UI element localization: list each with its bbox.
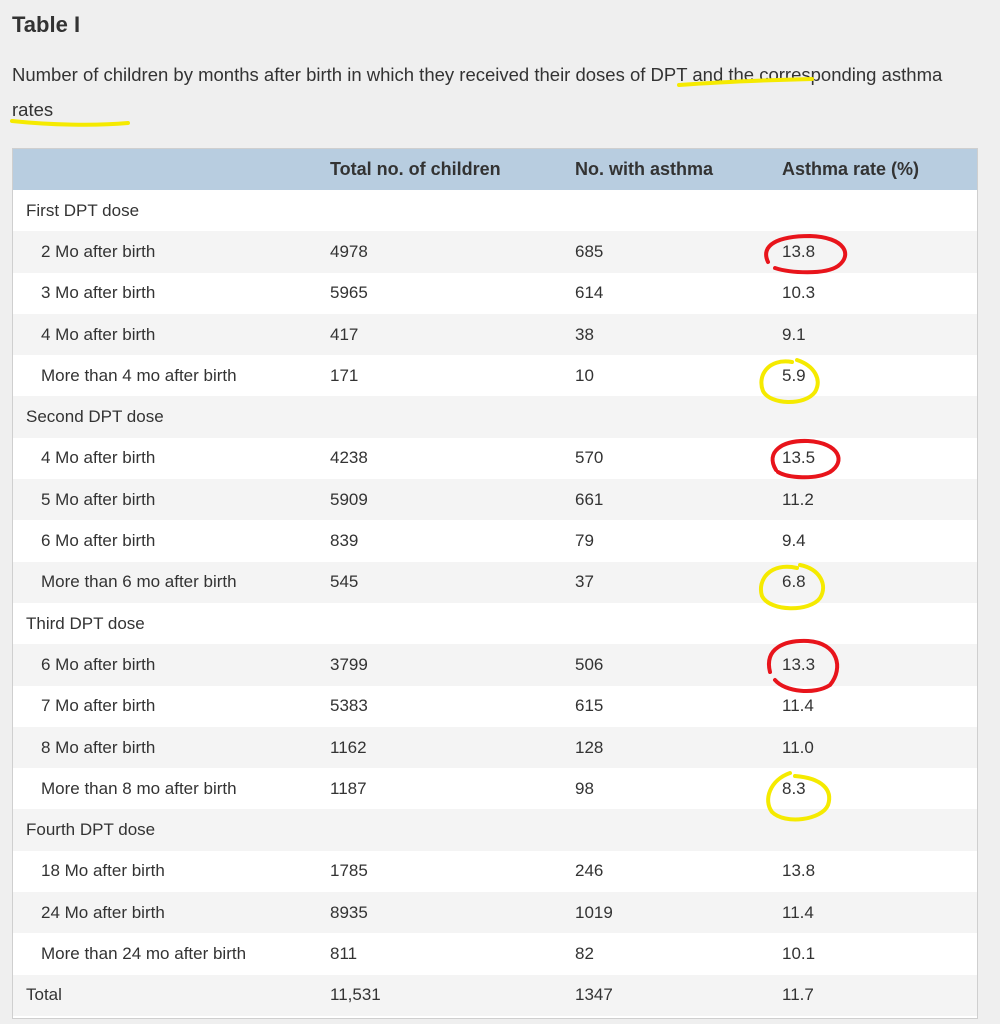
total-children-cell: 4238 (330, 448, 368, 468)
row-label-cell: More than 6 mo after birth (41, 572, 237, 592)
asthma-rate-cell: 11.4 (782, 696, 814, 716)
table-row (13, 727, 977, 768)
row-label-cell: More than 24 mo after birth (41, 943, 247, 963)
table-group-row (13, 809, 977, 850)
row-label-cell: 24 Mo after birth (41, 902, 165, 922)
total-children-cell: 1187 (330, 778, 367, 798)
table-row (13, 644, 977, 685)
table-total-row (13, 975, 977, 1016)
with-asthma-cell: 570 (575, 448, 604, 468)
row-label-cell: 6 Mo after birth (41, 654, 156, 674)
total-children-cell: 11,531 (330, 985, 381, 1005)
table-body (13, 190, 977, 1016)
table-row (13, 438, 977, 479)
row-label-cell: 4 Mo after birth (41, 324, 156, 344)
with-asthma-cell: 685 (575, 241, 604, 261)
header-cell-total: Total no. of children (330, 159, 501, 179)
asthma-rate-cell: 13.8 (782, 861, 816, 881)
table-group-row (13, 603, 977, 644)
asthma-rate-cell: 10.1 (782, 943, 816, 963)
table-row (13, 892, 977, 933)
row-label-cell: 7 Mo after birth (41, 696, 156, 716)
table-row (13, 562, 977, 603)
row-label-cell: More than 8 mo after birth (41, 778, 237, 798)
row-label-cell: Fourth DPT dose (26, 820, 156, 840)
row-label-cell: 8 Mo after birth (41, 737, 156, 757)
table-row (13, 273, 977, 314)
with-asthma-cell: 614 (575, 283, 604, 303)
with-asthma-cell: 98 (575, 778, 594, 798)
asthma-rate-cell: 11.7 (782, 985, 814, 1005)
row-label-cell: 18 Mo after birth (41, 861, 165, 881)
table-row (13, 933, 977, 974)
table-group-row (13, 396, 977, 437)
row-label-cell: Third DPT dose (26, 613, 145, 633)
asthma-rate-cell: 8.3 (782, 778, 806, 798)
with-asthma-cell: 128 (575, 737, 604, 757)
row-label-cell: 6 Mo after birth (41, 531, 156, 551)
asthma-rate-cell: 11.0 (782, 737, 814, 757)
asthma-rate-cell: 13.3 (782, 654, 816, 674)
table-caption: Number of children by months after birth in which they received their doses of DPT and the corresponding asthma rates (12, 64, 943, 120)
asthma-rate-cell: 13.5 (782, 448, 816, 468)
total-children-cell: 839 (330, 531, 359, 551)
row-label-cell: Second DPT dose (26, 407, 164, 427)
asthma-rate-cell: 11.2 (782, 489, 814, 509)
asthma-rate-cell: 9.1 (782, 324, 806, 344)
asthma-rate-cell: 13.8 (782, 241, 816, 261)
table-row (13, 479, 977, 520)
total-children-cell: 1162 (330, 737, 367, 757)
total-children-cell: 171 (330, 365, 359, 385)
total-children-cell: 1785 (330, 861, 368, 881)
asthma-rate-cell: 9.4 (782, 531, 806, 551)
table-row (13, 686, 977, 727)
page-title: Table I (12, 12, 81, 37)
table-row (13, 520, 977, 561)
total-children-cell: 417 (330, 324, 359, 344)
total-children-cell: 811 (330, 943, 358, 963)
with-asthma-cell: 37 (575, 572, 594, 592)
asthma-rate-cell: 11.4 (782, 902, 814, 922)
row-label-cell: 4 Mo after birth (41, 448, 156, 468)
with-asthma-cell: 1019 (575, 902, 613, 922)
row-label-cell: 5 Mo after birth (41, 489, 156, 509)
total-children-cell: 545 (330, 572, 359, 592)
asthma-rate-cell: 6.8 (782, 572, 806, 592)
asthma-rate-cell: 5.9 (782, 365, 806, 385)
table-row (13, 851, 977, 892)
header-cell-asthma: No. with asthma (575, 159, 714, 179)
with-asthma-cell: 38 (575, 324, 594, 344)
total-children-cell: 5383 (330, 696, 368, 716)
total-children-cell: 4978 (330, 241, 368, 261)
table-row (13, 231, 977, 272)
with-asthma-cell: 10 (575, 365, 594, 385)
data-table (12, 148, 978, 1019)
row-label-cell: 2 Mo after birth (41, 241, 156, 261)
row-label-cell: Total (26, 985, 62, 1005)
row-label-cell: 3 Mo after birth (41, 283, 156, 303)
table-row (13, 355, 977, 396)
with-asthma-cell: 246 (575, 861, 604, 881)
asthma-rate-cell: 10.3 (782, 283, 816, 303)
total-children-cell: 3799 (330, 654, 368, 674)
header-cell-rate: Asthma rate (%) (782, 159, 920, 179)
table-group-row (13, 190, 977, 231)
with-asthma-cell: 506 (575, 654, 604, 674)
total-children-cell: 5909 (330, 489, 368, 509)
row-label-cell: First DPT dose (26, 200, 140, 220)
table-row (13, 314, 977, 355)
with-asthma-cell: 615 (575, 696, 604, 716)
row-label-cell: More than 4 mo after birth (41, 365, 237, 385)
with-asthma-cell: 661 (575, 489, 604, 509)
total-children-cell: 5965 (330, 283, 368, 303)
table-row (13, 768, 977, 809)
with-asthma-cell: 82 (575, 943, 594, 963)
total-children-cell: 8935 (330, 902, 368, 922)
with-asthma-cell: 1347 (575, 985, 613, 1005)
with-asthma-cell: 79 (575, 531, 594, 551)
table-header-row (13, 149, 977, 190)
